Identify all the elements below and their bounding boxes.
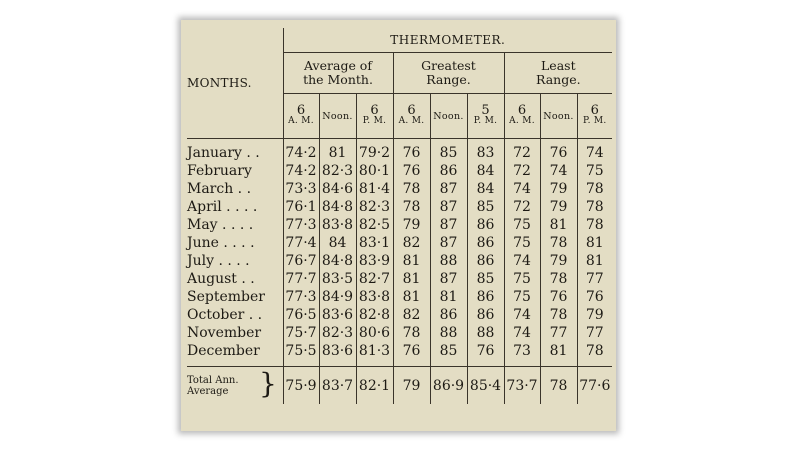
table-cell: 85 [430, 342, 467, 360]
total-label-line: Average [187, 385, 229, 397]
table-cell: 77·3 [283, 288, 319, 306]
thermometer-table [187, 28, 612, 404]
table-cell: 79 [540, 198, 577, 216]
table-row [187, 162, 612, 180]
table-cell: 87 [430, 270, 467, 288]
time-number: 6 [590, 103, 599, 118]
group-header [393, 53, 504, 94]
time-header [283, 94, 319, 139]
table-cell: 86 [467, 306, 504, 324]
time-header [356, 94, 393, 139]
total-cell: 79 [393, 367, 430, 405]
time-header [430, 94, 467, 139]
table-cell: 76 [540, 139, 577, 163]
table-cell: 78 [393, 180, 430, 198]
table-cell: 75 [504, 270, 540, 288]
table-row [187, 270, 612, 288]
table-cell: 82·8 [356, 306, 393, 324]
scanned-page [181, 20, 616, 431]
table-cell: 79 [540, 252, 577, 270]
table-cell: 86 [467, 234, 504, 252]
table-cell: 83·6 [319, 306, 356, 324]
table-cell: 84 [467, 162, 504, 180]
time-label: A. M. [509, 116, 535, 126]
table-cell: 84 [467, 180, 504, 198]
table-cell: 81 [540, 342, 577, 360]
total-cell: 77·6 [577, 367, 612, 405]
month-name: April . . . . [187, 199, 258, 215]
table-cell: 86 [430, 162, 467, 180]
table-cell: 76 [393, 342, 430, 360]
table-row [187, 342, 612, 360]
table-cell: 75 [504, 216, 540, 234]
group-header [283, 53, 393, 94]
table-cell: 74 [504, 324, 540, 342]
table-cell: 74 [540, 162, 577, 180]
table-cell: 88 [430, 252, 467, 270]
month-name: November [187, 325, 262, 341]
time-header [393, 94, 430, 139]
group-header-line1: Average of [304, 58, 372, 73]
table-cell: 72 [504, 198, 540, 216]
month-name: September [187, 289, 265, 305]
total-label-line: Total Ann. [187, 374, 239, 386]
table-cell: 74 [577, 139, 612, 163]
table-cell: 84 [319, 234, 356, 252]
table-cell: 79 [540, 180, 577, 198]
table-cell: 77·3 [283, 216, 319, 234]
group-header-line1: Greatest [421, 58, 476, 73]
time-label: Noon. [322, 110, 353, 122]
time-number: 6 [517, 103, 527, 118]
total-cell: 82·1 [356, 367, 393, 405]
time-number: 6 [296, 103, 306, 118]
table-cell: 86 [467, 288, 504, 306]
table-cell: 81 [393, 270, 430, 288]
total-label [187, 367, 283, 405]
table-cell: 83 [467, 139, 504, 163]
table-cell: 78 [393, 198, 430, 216]
table-cell: 78 [577, 198, 612, 216]
table-cell: 77 [577, 324, 612, 342]
table-cell: 79 [577, 306, 612, 324]
time-label: A. M. [288, 116, 314, 126]
table-cell: 76·5 [283, 306, 319, 324]
month-name: July . . . . [187, 253, 250, 269]
table-cell: 86 [430, 306, 467, 324]
month-name: January . . [187, 145, 260, 161]
table-cell: 76 [467, 342, 504, 360]
table-title: THERMOMETER. [283, 28, 612, 53]
table-cell: 76 [393, 162, 430, 180]
table-row [187, 252, 612, 270]
month-name: March . . [187, 181, 252, 197]
table-row [187, 139, 612, 163]
group-header-line2: the Month. [303, 72, 373, 87]
total-cell: 85·4 [467, 367, 504, 405]
month-name: October . . [187, 307, 263, 323]
table-cell: 77 [577, 270, 612, 288]
total-cell: 73·7 [504, 367, 540, 405]
total-row [187, 367, 612, 405]
table-cell: 72 [504, 162, 540, 180]
table-row [187, 216, 612, 234]
table-row [187, 324, 612, 342]
table-cell: 77·7 [283, 270, 319, 288]
table-cell: 85 [467, 270, 504, 288]
table-cell: 86 [467, 216, 504, 234]
time-header [540, 94, 577, 139]
month-name: December [187, 343, 260, 359]
table-cell: 79 [393, 216, 430, 234]
table-cell: 79·2 [356, 139, 393, 163]
table-cell: 87 [430, 180, 467, 198]
table-row [187, 234, 612, 252]
table-cell: 78 [393, 324, 430, 342]
month-name: May . . . . [187, 217, 254, 233]
table-cell: 75·5 [283, 342, 319, 360]
table-cell: 81·4 [356, 180, 393, 198]
table-cell: 77·4 [283, 234, 319, 252]
table-cell: 73·3 [283, 180, 319, 198]
time-header [467, 94, 504, 139]
table-cell: 81 [393, 252, 430, 270]
table-cell: 78 [577, 342, 612, 360]
table-cell: 82·5 [356, 216, 393, 234]
table-row [187, 198, 612, 216]
group-header-line2: Range. [426, 72, 471, 87]
table-cell: 83·6 [319, 342, 356, 360]
month-name: August . . [187, 271, 255, 287]
table-cell: 75·7 [283, 324, 319, 342]
table-cell: 83·8 [356, 288, 393, 306]
table-cell: 80·1 [356, 162, 393, 180]
table-cell: 81 [393, 288, 430, 306]
table-cell: 81 [319, 139, 356, 163]
table-cell: 76 [393, 139, 430, 163]
table-cell: 83·9 [356, 252, 393, 270]
table-cell: 75 [504, 234, 540, 252]
brace-glyph: } [259, 367, 277, 400]
table-cell: 78 [540, 234, 577, 252]
table-cell: 75 [577, 162, 612, 180]
table-cell: 74·2 [283, 139, 319, 163]
table-cell: 81 [540, 216, 577, 234]
table-cell: 75 [504, 288, 540, 306]
table-cell: 85 [467, 198, 504, 216]
table-cell: 72 [504, 139, 540, 163]
time-label: P. M. [583, 116, 607, 126]
table-cell: 74 [504, 180, 540, 198]
table-cell: 87 [430, 216, 467, 234]
time-header [319, 94, 356, 139]
table-cell: 82·3 [319, 324, 356, 342]
table-cell: 81 [430, 288, 467, 306]
table-cell: 88 [430, 324, 467, 342]
total-cell: 78 [540, 367, 577, 405]
months-header: MONTHS. [187, 28, 283, 139]
table-cell: 85 [430, 139, 467, 163]
table-cell: 73 [504, 342, 540, 360]
table-cell: 82·3 [319, 162, 356, 180]
table-row [187, 306, 612, 324]
table-cell: 82·7 [356, 270, 393, 288]
time-header [504, 94, 540, 139]
table-cell: 81 [577, 252, 612, 270]
table-cell: 74 [504, 252, 540, 270]
table-cell: 83·8 [319, 216, 356, 234]
time-label: A. M. [398, 116, 425, 126]
table-cell: 83·1 [356, 234, 393, 252]
table-cell: 74 [504, 306, 540, 324]
table-cell: 76 [577, 288, 612, 306]
table-cell: 82 [393, 234, 430, 252]
table-cell: 78 [540, 306, 577, 324]
time-label: Noon. [543, 110, 574, 122]
table-cell: 84·9 [319, 288, 356, 306]
table-cell: 82·3 [356, 198, 393, 216]
table-row [187, 288, 612, 306]
table-row [187, 180, 612, 198]
time-label: Noon. [433, 110, 464, 122]
table-cell: 83·5 [319, 270, 356, 288]
time-number: 6 [407, 103, 416, 118]
time-label: P. M. [473, 116, 498, 126]
group-header [504, 53, 612, 94]
time-number: 6 [370, 103, 379, 118]
table-cell: 78 [577, 180, 612, 198]
time-label: P. M. [362, 116, 387, 126]
table-cell: 84·8 [319, 252, 356, 270]
table-cell: 81 [577, 234, 612, 252]
table-cell: 76 [540, 288, 577, 306]
table-cell: 76·1 [283, 198, 319, 216]
table-cell: 78 [577, 216, 612, 234]
table-cell: 87 [430, 198, 467, 216]
table-cell: 80·6 [356, 324, 393, 342]
time-number: 5 [481, 103, 490, 118]
month-name: June . . . . [187, 235, 255, 251]
table-cell: 76·7 [283, 252, 319, 270]
table-cell: 78 [540, 270, 577, 288]
table-cell: 88 [467, 324, 504, 342]
group-header-line1: Least [541, 58, 576, 73]
table-cell: 84·8 [319, 198, 356, 216]
table-cell: 77 [540, 324, 577, 342]
table-cell: 87 [430, 234, 467, 252]
table-cell: 86 [467, 252, 504, 270]
table-cell: 82 [393, 306, 430, 324]
table-cell: 74·2 [283, 162, 319, 180]
total-cell: 83·7 [319, 367, 356, 405]
month-name: February [187, 163, 252, 179]
table-cell: 84·6 [319, 180, 356, 198]
time-header [577, 94, 612, 139]
total-cell: 86·9 [430, 367, 467, 405]
table-cell: 81·3 [356, 342, 393, 360]
group-header-line2: Range. [536, 72, 581, 87]
total-cell: 75·9 [283, 367, 319, 405]
